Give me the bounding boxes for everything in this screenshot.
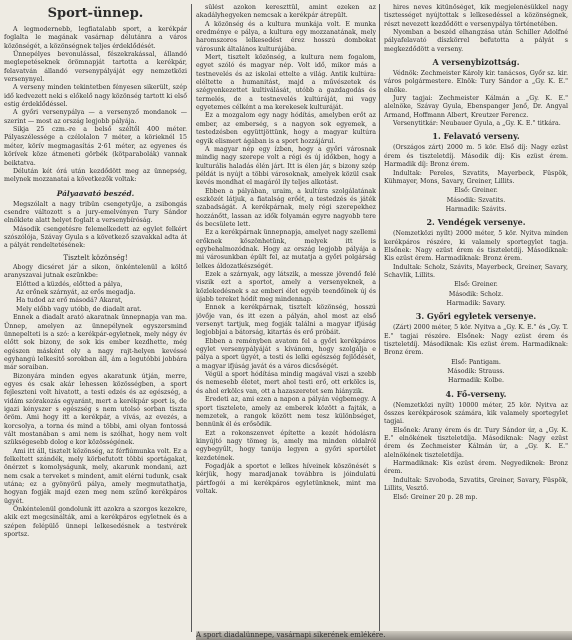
- result-line: Első: Greiner 20 p. 28 mp.: [393, 493, 478, 501]
- paragraph: A közönség és a kultura munkája volt. E munka eredménye e pálya, a kultura egy mozzanatának, mely haromszoros lelkesedést érez hosszú dombokat városunk általános kulturájába.: [196, 20, 376, 53]
- result-line: Első: Greiner.: [454, 281, 498, 289]
- column-1: [4, 4, 187, 634]
- section-heading: Pályaavató beszéd.: [56, 188, 135, 198]
- paragraph: Ennek a kerékpárnak, tisztelt közönség, hosszú jövője van, és itt ezen a pályán, ahol most az első versenyt tartjuk, meg fogják találni a magyar ifjúság legjobbjai a bátorság, kitartás és erő próbáit.: [196, 304, 376, 337]
- paragraph: Ez a mozgalom egy nagy hódítás, amelyben erőt az ember, az emberség, s a nagyon sok egyemek, a testedzésben együttjöttünk, hogy a magyar kultúra egyik elismert ágában is a sport hozzájárul.: [196, 112, 376, 145]
- column-rule-1: [191, 4, 192, 632]
- paragraph: Indultak: Pereles, Szvatits, Mayerbeck, Füspök, Kühmayer, Mons, Savary, Greiner, Lillits.: [384, 169, 568, 185]
- poem-line: Mely előbb vagy utóbb, de diadalt arat.: [16, 305, 142, 313]
- paragraph: Ünnepélyes bevonulással, fészekrakással, állandó meglepetéseknek örömnapját tartotta a kerékpár, felavatván állandó versenypályáját egy nemzetközi versenynyel.: [4, 51, 187, 84]
- poem-line: Ha tudod az erő másodá? Akarat,: [16, 297, 123, 305]
- paragraph: Ebben a pályában, uraim, a kultúra szolgálatának eszközét látjuk, a fiatalság erőét, a testedzés és játék szabadságát. A kerékpárnak, mely régi szerepekhez hozzánőtt, lassan az idők folyamán egyre nagyobb tere és becsülete lett.: [196, 187, 376, 228]
- result-line: Második: Szvatits.: [446, 196, 506, 204]
- paragraph: Eredeti az, ami ezen a napon a pályán végbemegy. A sport tisztelete, amely az emberek között a fajták, a nemzetek, a rangok között nem tesz különbséget, bennünk él és erősödik.: [196, 396, 376, 429]
- paragraph: Jury tagjai: Zechmeister Kálmán a „Gy. K. E." alelnöke, Szávay Gyula, Ebenspanger Jenő, Dr. Angyal Armand, Hoffmann Albert, Kreutzer Ferencz.: [384, 95, 568, 119]
- paragraph: Harmadiknak: Kis ezüst érem. Negyediknek: Bronz érem.: [384, 460, 568, 476]
- poem-line: Előtted a küzdés, előtted a pálya,: [16, 280, 123, 288]
- race-heading: 4. Fő-verseny.: [445, 388, 507, 399]
- paragraph: sülést azokon kereszttül, amint ezeken az akadályhegyeken nemcsak a kerékpár átrepült.: [196, 4, 376, 20]
- speech-salutation: Tisztelt közönség!: [63, 253, 128, 262]
- paragraph: Sikja 25 czm.-re a belső széltől 400 méter. Pályaszélessége a czélolalon 7 méter, a körieknél 15 méter, körív megmagasítás 2·61 méter, az egyenes és körívek köze átmeneti görbék (kötparabolák) vannak beiktatva.: [4, 126, 187, 167]
- paragraph: Indultak: Szvoboda, Szvatits, Greiner, Savary, Füspök, Lillits, Vesztő.: [384, 476, 568, 493]
- paragraph: Ennek a diadalt arató akaratnak ünnepnapja van ma. Ünnep, amelyen az ünnepélynek egyszersmind ünnepelteti is a szó: a kerékpár-egyletnek, mely négy év előtt sok bizony, de sok kis ember kezdhette, még egészen másként oly a nagy rajt-helyen kevéssé egyhangú lelkesítő sorokban áll, ám a legutóbbi jobbára már soraiban.: [4, 314, 187, 372]
- paragraph: Második csengetésre felemelkedett az egylet felkért szószólója, Szávay Gyula s a következő szavakkal adta át a pályát rendeltetésének:: [4, 225, 187, 250]
- column-2: [196, 4, 376, 634]
- paragraph: A győri versenypálya — a versenyző mondanok — szerint — most az ország legjobb pályája.: [4, 109, 187, 125]
- paragraph: Ebben a reményben avatom fel a győri kerékpáros egylet versenypályáját s kívánom, hogy szolgálja e pálya a sport ügyét, a testi és lelki egészség fejlődését, a magyar ifjúság javát és a város dicsőségét.: [196, 337, 376, 370]
- column-rule-2: [379, 4, 380, 632]
- paragraph: Bizonyára minden egyes akaratunk útján, merre, egyes és csak akár lehessen közösségben, a sport fejleszteni volt hivatott, a testi edzés és az egészség, a vidám szórakozás egyaránt, mert a kerékpár sport is, de igazi kényszer s egészség s nem utolsó sorban tiszta öröm. Ami hogy itt a kerékpár, a vívás, az evezés, a korcsolya, a torna és mind a többi, ami olyan fontossá vált mostanában s ami nem is szólhat, hogy nem volt szükségesebb dolog e kor közösségének.: [4, 372, 187, 447]
- paragraph: A legmodernebb, legfiatalabb sport, a kerékpár foglalta le magának vasárnap délutánra a város közönségét, a közönségnek teljes érdeklődését.: [4, 26, 187, 50]
- paragraph: hires neves kitűnőséget, kik megjelenésükkel nagy tisztességet nyújtottak s lelkesedéssel a közönségnek, részt nevezett kezdődött e versenypálya történetében.: [384, 4, 568, 28]
- race-heading: 3. Győri egyletek versenye.: [415, 311, 537, 322]
- result-line: Első: Greiner.: [454, 187, 498, 195]
- paragraph: Elsőnek: Arany érem és dr. Tury Sándor úr, a „Gy. K. E." elnökének tiszteletdíja. Másodiknak: Nagy ezüst érem és Zechmeister Kálmán úr, a „Gy. K. E." alelnökének tiszteletdíja.: [384, 426, 568, 459]
- paragraph: A magyar nép egy ízben, hogy a győri városnak mindig nagy szerepe volt a régi és új időkben, hogy a kulturális haladás élén járt. Itt is élen jár, s bizony szép példát is nyújt a többi városoknak, amelyek közül csak kevés mondhat el magáról ily teljes alkotást.: [196, 145, 376, 187]
- paragraph: Végül a sport hódítása mindig magával viszi a szebb és nemesebb életet, mert ahol testi erő, ott erkölcs is, és ahol erkölcs van, ott a hazaszeretet sem hiányzik.: [196, 371, 376, 395]
- paragraph: Ami itt áll, tisztelt közönség, az férfiúmunka volt. Ez a felkeltett szándék, mely körbefutott többi sportágakat, önérzet s komolyságunk, mely, akarunk mondani, azt nem csak a terveket s mindent, amit elérni tudunk, csak utána; ez a gyönyörű pálya, amely megmutathatja, hogyan fogják majd ezen meg nem szűnő kerékpáros ügyét.: [4, 447, 187, 505]
- race-heading: 2. Vendégek versenye.: [426, 217, 526, 228]
- paragraph: Védnök: Zechmeister Károly kir. tanácsos, Győr sz. kir. város polgármestere. Elnök: Tury Sándor a „Gy. K. E." elnöke.: [384, 70, 568, 94]
- paragraph: Ezek a szárnyak, agy látszik, a messze jövendő felé viszik ezt a sportot, amely a versenyeknek, a közlekedésnek s az emberi élet egyéb teendőinek új és újabb tereket hódít meg mindennap.: [196, 271, 376, 304]
- paragraph: (Országos zárt) 2000 m. 5 kör. Első díj: Nagy ezüst érem és tiszteletdíj. Második díj: Kis ezüst érem. Harmadik díj: Bronz érem.: [384, 144, 568, 169]
- section-heading: A versenybizottság.: [432, 57, 520, 68]
- paragraph: Ezt a rokonszenvet építette a kezét hódolásra kinyújtó nagy tömeg is, amely ma minden oldalról egybegyűlt, hogy tanúja legyen a győri sportélet kezdetének.: [196, 429, 376, 462]
- paragraph: (Zárt) 2000 méter, 5 kör. Nyitva a „Gy. K. E." és „Gy. T. E." tagjai részére. Elsőnek: Nagy ezüst érem és tiszteletdíj. Másodiknak: Kis ezüst érem. Harmadiknak: Bronz érem.: [384, 324, 568, 357]
- paragraph: Fogadják a sportot e lelkes híveinek köszönését s kérjük, hogy maradjanak továbbra is jóindulatú pártfogói a mi kerékpáros egyletünknek, mint ma voltak.: [196, 462, 376, 495]
- paragraph: (Nemzetközi nyílt) 10000 méter, 25 kör. Nyitva az összes kerékpárosok számára, kik valamely sportegylet tagjai.: [384, 401, 568, 426]
- result-line: Harmadik: Szávits.: [445, 205, 507, 213]
- result-line: Harmadik: Kolbe.: [447, 377, 505, 385]
- paragraph: Nyomban a beszéd elhangzása után Schiller Adolfné pályafelavató díszkörrel befutotta a pályát s megkezdődött a verseny.: [384, 29, 568, 53]
- paragraph: Abogy dicséret jár a sikon, önkéntelenül a költő aranyszavai jutnak eszünkbe:: [4, 264, 187, 280]
- result-line: Harmadik: Savary.: [446, 299, 506, 307]
- result-line: Második: Strauss.: [447, 368, 505, 376]
- result-line: Második: Scholz.: [448, 290, 504, 298]
- paragraph: A verseny minden tekintetben fényesen sikerült, szép idő kedvezett neki s előkelő nagy közönség tartott ki első estig érdeklődéssel.: [4, 84, 187, 109]
- poem-line: Az erőnek szárnyát, az erős megadja.: [16, 289, 136, 297]
- race-heading: 1. Felavató verseny.: [432, 131, 520, 142]
- result-line: Első: Pantigam.: [451, 358, 501, 366]
- next-page-strip: A sport diadalünnepe, vasárnapi sikerének emlékére.: [196, 631, 572, 640]
- paragraph: Mert, tisztelt közönség, a kultura nem fogalom, egyet szóló és magyar nép. Volt idő, mikor más a testnevelés és az iskolai ettelte a világ. Antik kultúra: eléltette a humanitást, majd a művészetek és szégyenkezettet kultiválását, utóbb a gazdagodás és termelés, de a testnevelés kultúráját, mi vagy egyetemes célként a ma kerekesek kulturáját.: [196, 54, 376, 112]
- article-title: Sport-ünnep.: [47, 6, 144, 21]
- paragraph: Indultak: Scholz, Szávits, Mayerbeck, Greiner, Savary, Schavlik, Lillits.: [384, 263, 568, 279]
- paragraph: Önkéntelenül gondolunk itt azokra a szorgos kezekre, akik ezt megcsinálták, ami a kerékpáros egyletnek és a szépen felépülő ünnepi lelkesedésnek a testvérek sportsz.: [4, 506, 187, 539]
- paragraph: (Nemzetközi nyílt) 2000 méter, 5 kör. Nyitva minden kerékpáros részére, ki valamely sportegylet tagja. Elsőnek: Nagy ezüst érem és tiszteletdíj. Másodiknak: Kis ezüst érem. Harmadiknak: Bronz érem.: [384, 230, 568, 263]
- paragraph: Versenytitkár: Neubauer Gyula, a „Gy. K. E." titkára.: [393, 120, 561, 128]
- column-3: [384, 4, 568, 634]
- paragraph: Ez a kerékpárnak ünnepnapja, amelyet nagy szellemi erőknek köszönhetünk, melyek itt is egybehalmozódnak. Hogy az ország legjobb pályája a mi városunkban épült fel, az mutatja a győri polgárság lelkes áldozatkészségét.: [196, 229, 376, 270]
- paragraph: Megszólalt a nagy tribün csengetyűje, a zsibongás csendre változott s a jury-emelvényen Tury Sándor elnöklete alatt helyet foglalt a versenybíróság.: [4, 200, 187, 225]
- paragraph: Délután két órá után kezdődött meg az ünnepség, melynek mozzanatai a következők voltak:: [4, 167, 187, 184]
